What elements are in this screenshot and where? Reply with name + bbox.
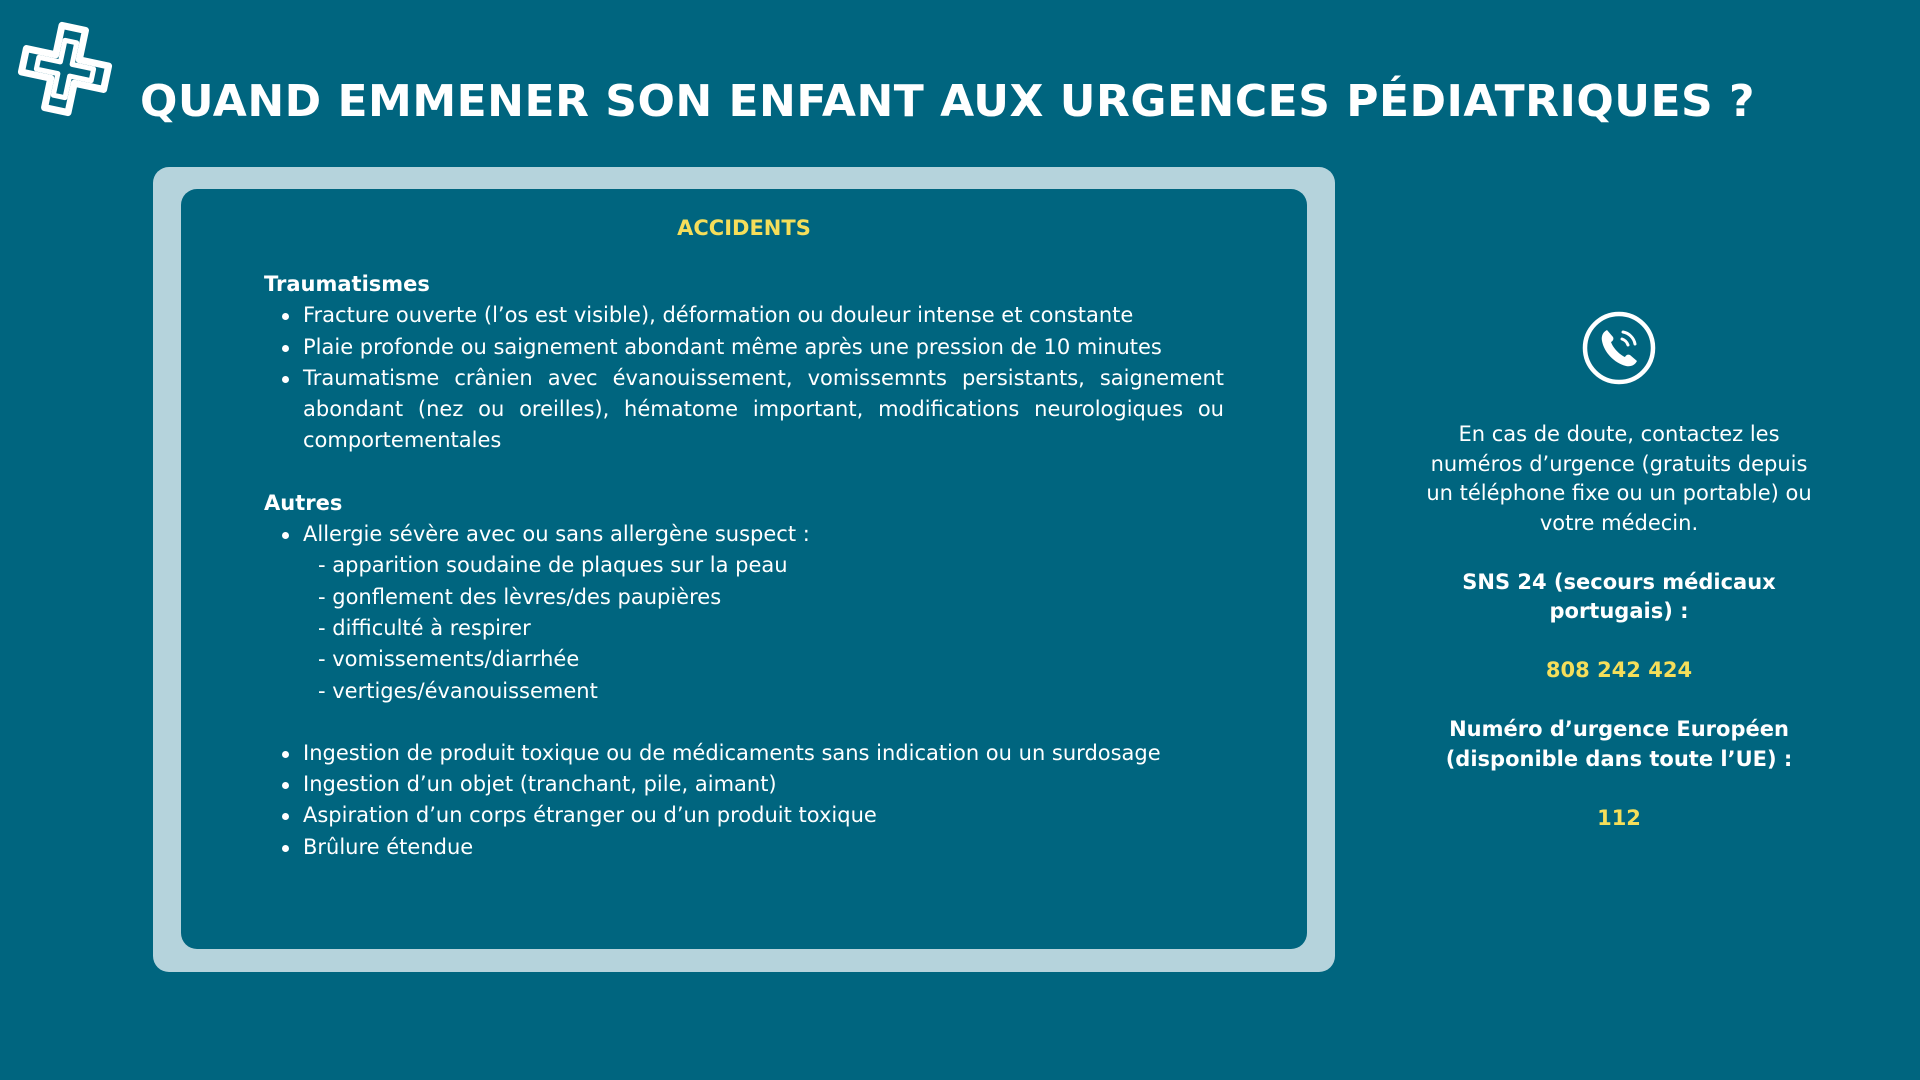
others-list-continued — [264, 738, 1224, 863]
symptom-item: - apparition soudaine de plaques sur la peau — [318, 553, 788, 578]
allergy-symptoms — [303, 550, 1224, 706]
card-body — [264, 269, 1224, 863]
list-item-allergy — [264, 519, 1224, 707]
symptom-item: - vertiges/évanouissement — [318, 678, 598, 703]
symptom-item: - vomissements/diarrhée — [318, 647, 580, 672]
list-item: Plaie profonde ou saignement abondant même après une pression de 10 minutes — [264, 332, 1224, 363]
contact-panel — [1420, 310, 1818, 833]
page-title: QUAND EMMENER SON ENFANT AUX URGENCES PÉDIATRIQUES ? — [140, 76, 1756, 127]
symptom-item: - gonflement des lèvres/des paupières — [318, 584, 722, 609]
section-title-autres: Autres — [264, 490, 343, 515]
others-list — [264, 519, 1224, 707]
list-item: Ingestion d’un objet (tranchant, pile, aimant) — [264, 769, 1224, 800]
list-item: Brûlure étendue — [264, 832, 1224, 863]
list-item: Aspiration d’un corps étranger ou d’un produit toxique — [264, 800, 1224, 831]
list-item: Traumatisme crânien avec évanouissement, vomissemnts persistants, saignement abondant (nez ou oreilles), hématome important, modifications neurologiques ou comportementales — [264, 363, 1224, 457]
eu-emergency-label: Numéro d’urgence Européen (disponible dans toute l’UE) : — [1445, 717, 1793, 771]
section-title-traumatismes: Traumatismes — [264, 272, 430, 296]
medical-cross-logo-icon — [15, 19, 115, 119]
allergy-label: Allergie sévère avec ou sans allergène suspect : — [303, 522, 810, 547]
symptom-item: - difficulté à respirer — [318, 615, 531, 640]
eu-emergency-number[interactable]: 112 — [1597, 805, 1641, 830]
sns-label: SNS 24 (secours médicaux portugais) : — [1462, 569, 1776, 623]
trauma-list — [264, 300, 1224, 456]
list-item: Ingestion de produit toxique ou de médicaments sans indication ou un surdosage — [264, 738, 1224, 769]
sns-number[interactable]: 808 242 424 — [1545, 658, 1693, 682]
card-heading: ACCIDENTS — [677, 216, 811, 240]
accidents-card-content — [181, 189, 1307, 949]
list-item: Fracture ouverte (l’os est visible), déformation ou douleur intense et constante — [264, 300, 1224, 331]
contact-intro: En cas de doute, contactez les numéros d’urgence (gratuits depuis un téléphone fixe ou un portable) ou votre médecin. — [1426, 422, 1812, 535]
accidents-card — [153, 167, 1335, 972]
phone-icon — [1581, 310, 1657, 386]
